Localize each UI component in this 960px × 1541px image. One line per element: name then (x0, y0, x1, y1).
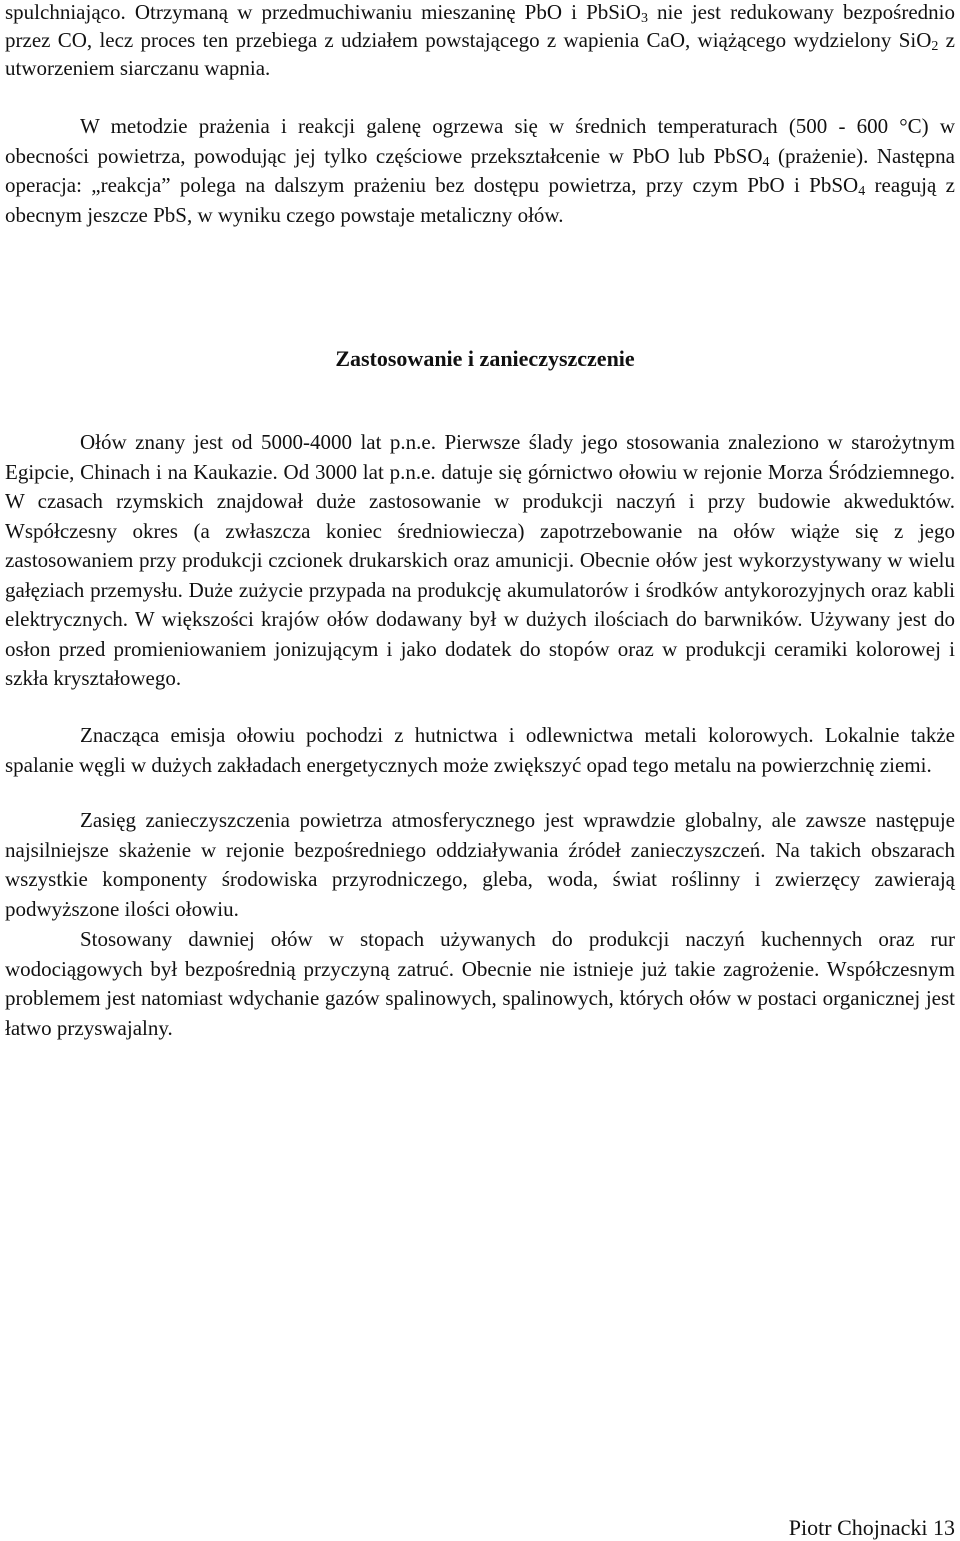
intro-text-2: nie jest redukowany bezpośrednio przez CO, lecz proces ten przebiega z udziałem powstającego z wapienia CaO, wiążącego wydzielony SiO (5, 0, 955, 52)
pollution-range-paragraph: Zasięg zanieczyszczenia powietrza atmosferycznego jest wprawdzie globalny, ale zawsze następuje najsilniejsze skażenie w rejonie bezpośredniego oddziaływania źródeł zanieczyszczeń. Na takich obszarach wszystkie komponenty środowiska przyrodniczego, gleba, woda, świat roślinny i zwierzęcy zawierają podwyższone ilości ołowiu. (5, 808, 955, 921)
intro-text-3: z utworzeniem siarczanu wapnia. (5, 28, 955, 80)
intro-subscript-2: 2 (931, 39, 939, 54)
intro-paragraph (5, 0, 955, 82)
roasting-text-2: (prażenie). Następna operacja: „reakcja” polega na dalszym prażeniu bez dostępu powietrza, przy czym PbO i PbSO (5, 143, 956, 197)
roasting-subscript-1: 4 (762, 154, 770, 170)
page-footer: Piotr Chojnacki 13 (788, 1515, 955, 1540)
intro-subscript-1: 3 (640, 11, 648, 26)
document-page (5, 0, 955, 1541)
history-paragraph: Ołów znany jest od 5000-4000 lat p.n.e. Pierwsze ślady jego stosowania znaleziono w starożytnym Egipcie, Chinach i na Kaukazie. Od 3000 lat p.n.e. datuje się górnictwo ołowiu w rejonie Morza Śródziemnego. W czasach rzymskich znajdował duże zastosowanie w produkcji naczyń i przy budowie akweduktów. Współczesny okres (a zwłaszcza koniec średniowiecza) zapotrzebowanie na ołów wiąże się z jego zastosowaniem przy produkcji czcionek drukarskich oraz amunicji. Obecnie ołów jest wykorzystywany w wielu gałęziach przemysłu. Duże zużycie przypada na produkcję akumulatorów i środków antykorozyjnych oraz kabli elektrycznych. W większości krajów ołów dodawany był w dużych ilościach do barwników. Używany jest do osłon przed promieniowaniem jonizującym i jako dodatek do stopów oraz w produkcji ceramiki kolorowej i szkła kryształowego. (5, 430, 955, 690)
roasting-paragraph (5, 112, 955, 230)
emission-paragraph: Znacząca emisja ołowiu pochodzi z hutnictwa i odlewnictwa metali kolorowych. Lokalnie także spalanie węgli w dużych zakładach energetycznych może zwiększyć opad tego metalu na powierzchnię ziemi. (5, 723, 955, 777)
poisoning-paragraph: Stosowany dawniej ołów w stopach używanych do produkcji naczyń kuchennych oraz rur wodociągowych był bezpośrednią przyczyną zatruć. Obecnie nie istnieje już takie zagrożenie. Współczesnym problemem jest natomiast wdychanie gazów spalinowych, spalinowych, których ołów w postaci organicznej jest łatwo przyswajalny. (5, 927, 955, 1040)
section-heading: Zastosowanie i zanieczyszczenie (335, 346, 635, 371)
roasting-text-3: reagują z obecnym jeszcze PbS, w wyniku czego powstaje metaliczny ołów. (5, 173, 955, 227)
roasting-subscript-2: 4 (858, 184, 866, 199)
roasting-text-1: W metodzie prażenia i reakcji galenę ogrzewa się w średnich temperaturach (500 - 600 °C) w obecności powietrza, powodując jej tylko częściowe przekształcenie w PbO lub PbSO (5, 114, 955, 168)
intro-text-1: spulchniająco. Otrzymaną w przedmuchiwaniu mieszaninę PbO i PbSiO (5, 0, 641, 24)
